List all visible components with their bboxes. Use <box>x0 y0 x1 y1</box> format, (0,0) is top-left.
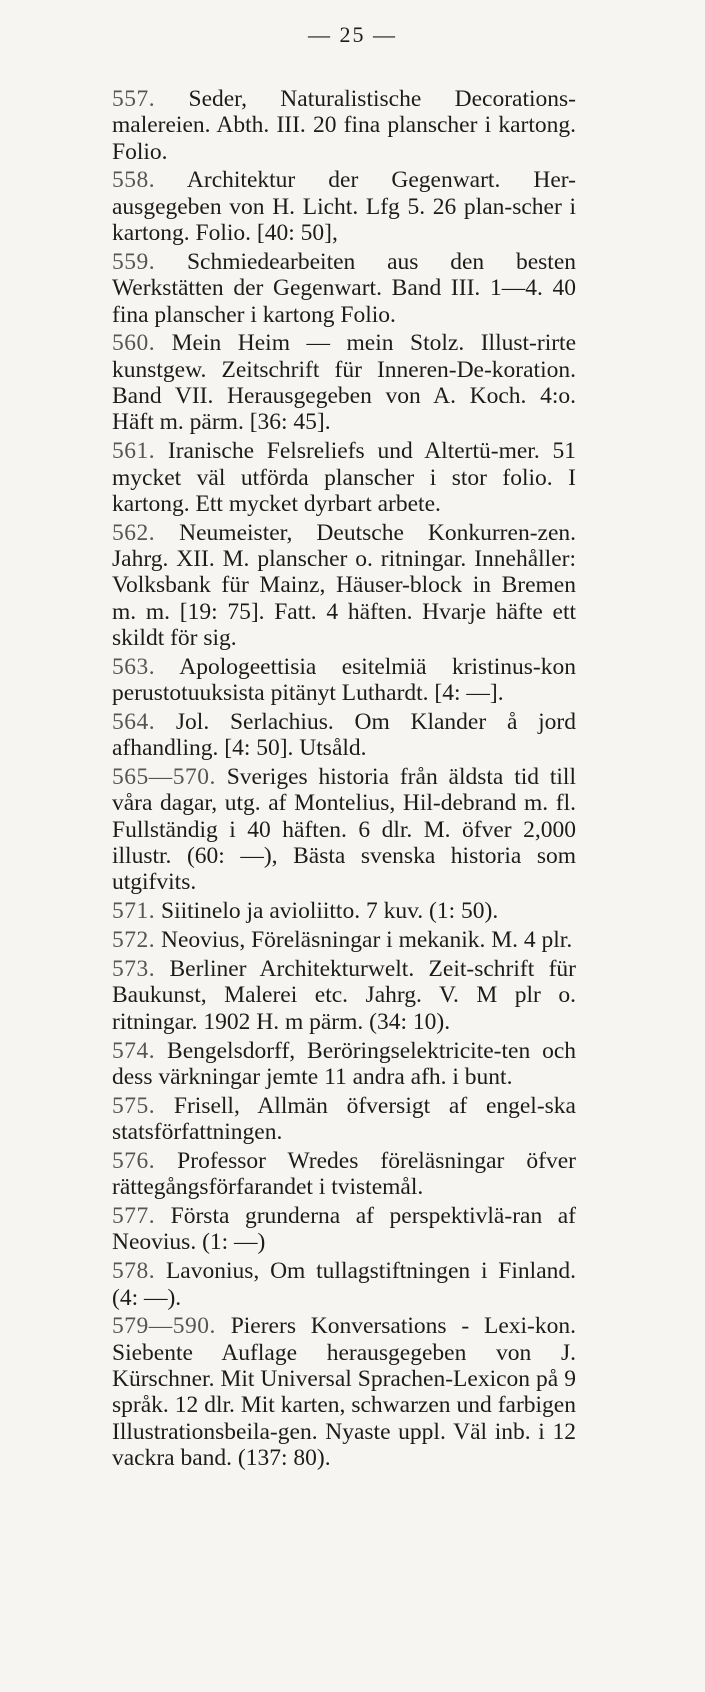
entry-number: 565—570. <box>112 764 216 791</box>
entry-text: Första grunderna af perspektivlä-ran af Neovius. (1: —) <box>112 1203 576 1256</box>
entry-number: 577. <box>112 1203 156 1230</box>
entry-text: Siitinelo ja avioliitto. 7 kuv. (1: 50). <box>161 898 499 925</box>
entry-text: Seder, Naturalistische Decorations-malereien. Abth. III. 20 fina planscher i kartong. Folio. <box>112 86 577 165</box>
entry-number: 572. <box>112 927 156 954</box>
catalogue-entry <box>112 898 576 924</box>
entry-number: 557. <box>112 86 156 112</box>
entry-text: Pierers Konversations - Lexi-kon. Siebente Auflage herausgegeben von J. Kürschner. Mit Universal Sprachen-Lexicon på 9 språk. 12 dlr. Mit karten, schwarzen und farbigen Illustrationsbeila-gen. Nyaste uppl. Väl inb. i 12 vackra band. (137: 80). <box>112 1313 577 1471</box>
catalogue-entry <box>112 249 576 328</box>
entry-number: 559. <box>112 248 156 275</box>
entry-text: Schmiedearbeiten aus den besten Werkstätten der Gegenwart. Band III. 1—4. 40 fina planscher i kartong Folio. <box>112 248 576 328</box>
catalogue-entry <box>112 1203 576 1256</box>
entry-text: Sveriges historia från äldsta tid till våra dagar, utg. af Montelius, Hil-debrand m. fl. Fullständig i 40 häften. 6 dlr. M. öfver 2,000 illustr. (60: —), Bästa svenska historia som utgifvits. <box>112 764 576 896</box>
catalogue-entry <box>112 927 576 953</box>
entry-text: Apologeettisia esitelmiä kristinus-kon perustotuuksista pitänyt Luthardt. [4: —]. <box>112 653 576 707</box>
entry-number: 561. <box>112 438 156 465</box>
catalogue-entry <box>112 956 576 1035</box>
entry-text: Mein Heim — mein Stolz. Illust-rirte kunstgew. Zeitschrift für Inneren-De-koration. Band VII. Herausgegeben von A. Koch. 4:o. Häft m. pärm. [36: 45]. <box>112 330 577 436</box>
catalogue-entry <box>112 86 576 165</box>
catalogue-entry <box>112 1148 576 1201</box>
page-number: — 25 — <box>308 22 397 47</box>
entry-number: 575. <box>112 1092 156 1119</box>
catalogue-entry <box>112 438 576 517</box>
entry-text: Berliner Architekturwelt. Zeit-schrift für Baukunst, Malerei etc. Jahrg. V. M plr o. ritningar. 1902 H. m pärm. (34: 10). <box>112 956 576 1035</box>
catalogue-entry <box>112 764 576 895</box>
entry-number: 574. <box>112 1037 156 1064</box>
entry-number: 579—590. <box>112 1313 216 1340</box>
entry-number: 578. <box>112 1258 156 1285</box>
catalogue-entry <box>112 654 576 707</box>
entry-text: Architektur der Gegenwart. Her-ausgegeben von H. Licht. Lfg 5. 26 plan-scher i kartong. Folio. [40: 50], <box>112 167 576 247</box>
entry-text: Professor Wredes föreläsningar öfver rättegångsförfarandet i tvistemål. <box>112 1147 577 1201</box>
entry-text: Jol. Serlachius. Om Klander å jord afhandling. [4: 50]. Utsåld. <box>112 708 576 762</box>
entry-number: 573. <box>112 956 156 983</box>
catalogue-entry <box>112 330 576 435</box>
entry-number: 558. <box>112 167 156 194</box>
catalogue-entry <box>112 709 576 762</box>
entry-number: 571. <box>112 898 156 925</box>
entry-text: Bengelsdorff, Beröringselektricite-ten och dess värkningar jemte 11 andra afh. i bunt. <box>112 1037 577 1090</box>
catalogue-entry <box>112 1093 576 1146</box>
entry-text: Lavonius, Om tullagstiftningen i Finland. (4: —). <box>112 1258 576 1311</box>
entry-text: Neumeister, Deutsche Konkurren-zen. Jahrg. XII. M. planscher o. ritningar. Innehåller: Volksbank für Mainz, Häuser-block in Bremen m. m. [19: 75]. Fatt. 4 häften. Hvarje häfte ett skildt för sig. <box>112 519 577 651</box>
entry-number: 562. <box>112 519 156 546</box>
entry-text: Frisell, Allmän öfversigt af engel-ska statsförfattningen. <box>112 1092 576 1145</box>
entry-number: 576. <box>112 1147 156 1174</box>
catalogue-entry <box>112 1038 576 1091</box>
catalogue-entry <box>112 167 576 246</box>
catalogue-entry <box>112 1258 576 1311</box>
entry-number: 564. <box>112 708 156 735</box>
catalogue-entry <box>112 1313 576 1471</box>
entry-text: Iranische Felsreliefs und Altertü-mer. 51 mycket väl utförda planscher i stor folio. I kartong. Ett mycket dyrbart arbete. <box>112 438 576 517</box>
entry-text: Neovius, Föreläsningar i mekanik. M. 4 plr. <box>161 927 573 954</box>
catalogue-entries <box>112 86 576 1474</box>
entry-number: 563. <box>112 653 156 680</box>
entry-number: 560. <box>112 330 156 357</box>
catalogue-entry <box>112 520 576 651</box>
